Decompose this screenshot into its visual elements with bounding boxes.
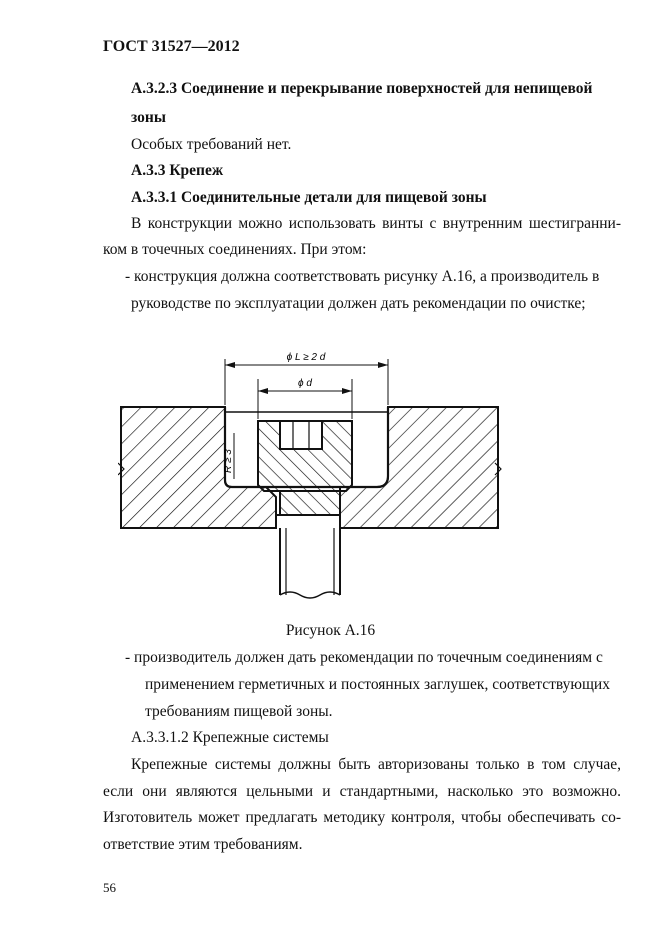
dim-outer-label: ϕ L ≥ 2 d	[286, 352, 326, 363]
page-number: 56	[103, 880, 116, 895]
para-a3312-line3: Изготовитель может предлагать методику контроля, чтобы обеспечивать со-	[103, 809, 621, 826]
screw-shank-upper	[280, 491, 340, 515]
heading-a3223-line2: зоны	[131, 109, 166, 126]
bullet2-line3: требованиям пищевой зоны.	[145, 703, 333, 720]
heading-a331: А.3.3.1 Соединительные детали для пищевой зоны	[131, 189, 487, 206]
screw-shank-lower	[280, 528, 340, 595]
document-header: ГОСТ 31527—2012	[103, 38, 240, 55]
para-a3312-line4: ответствие этим требованиям.	[103, 836, 303, 853]
para-a331-line2: ком в точечных соединениях. При этом:	[103, 241, 367, 258]
bullet2-line2: применением герметичных и постоянных заглушек, соответствующих	[145, 676, 610, 693]
bullet1-line1: - конструкция должна соответствовать рисунку А.16, а производитель в	[125, 268, 600, 285]
para-a3312-line1: Крепежные системы должны быть авторизованы только в том случае,	[131, 756, 621, 773]
para-a331-line1: В конструкции можно использовать винты с внутренним шестигранни-	[131, 215, 621, 232]
heading-a3312: А.3.3.1.2 Крепежные системы	[131, 729, 329, 746]
figure-a16-drawing	[118, 345, 518, 605]
dim-inner-label: ϕ d	[298, 378, 312, 389]
plate-left	[121, 407, 276, 528]
text-no-requirements: Особых требований нет.	[131, 136, 292, 153]
radius-label: R ≥ 3	[223, 449, 234, 473]
plate-right	[340, 407, 498, 528]
para-a3312-line2: если они являются цельными и стандартными, насколько это возможно.	[103, 783, 621, 800]
heading-a33: А.3.3 Крепеж	[131, 162, 224, 179]
hex-socket	[280, 421, 322, 449]
figure-caption: Рисунок А.16	[285, 622, 376, 639]
heading-a3223-line1: А.3.2.3 Соединение и перекрывание поверхностей для непищевой	[131, 80, 593, 97]
bullet1-line2: руководстве по эксплуатации должен дать рекомендации по очистке;	[131, 295, 586, 312]
bullet2-line1: - производитель должен дать рекомендации по точечным соединениям с	[125, 649, 603, 666]
